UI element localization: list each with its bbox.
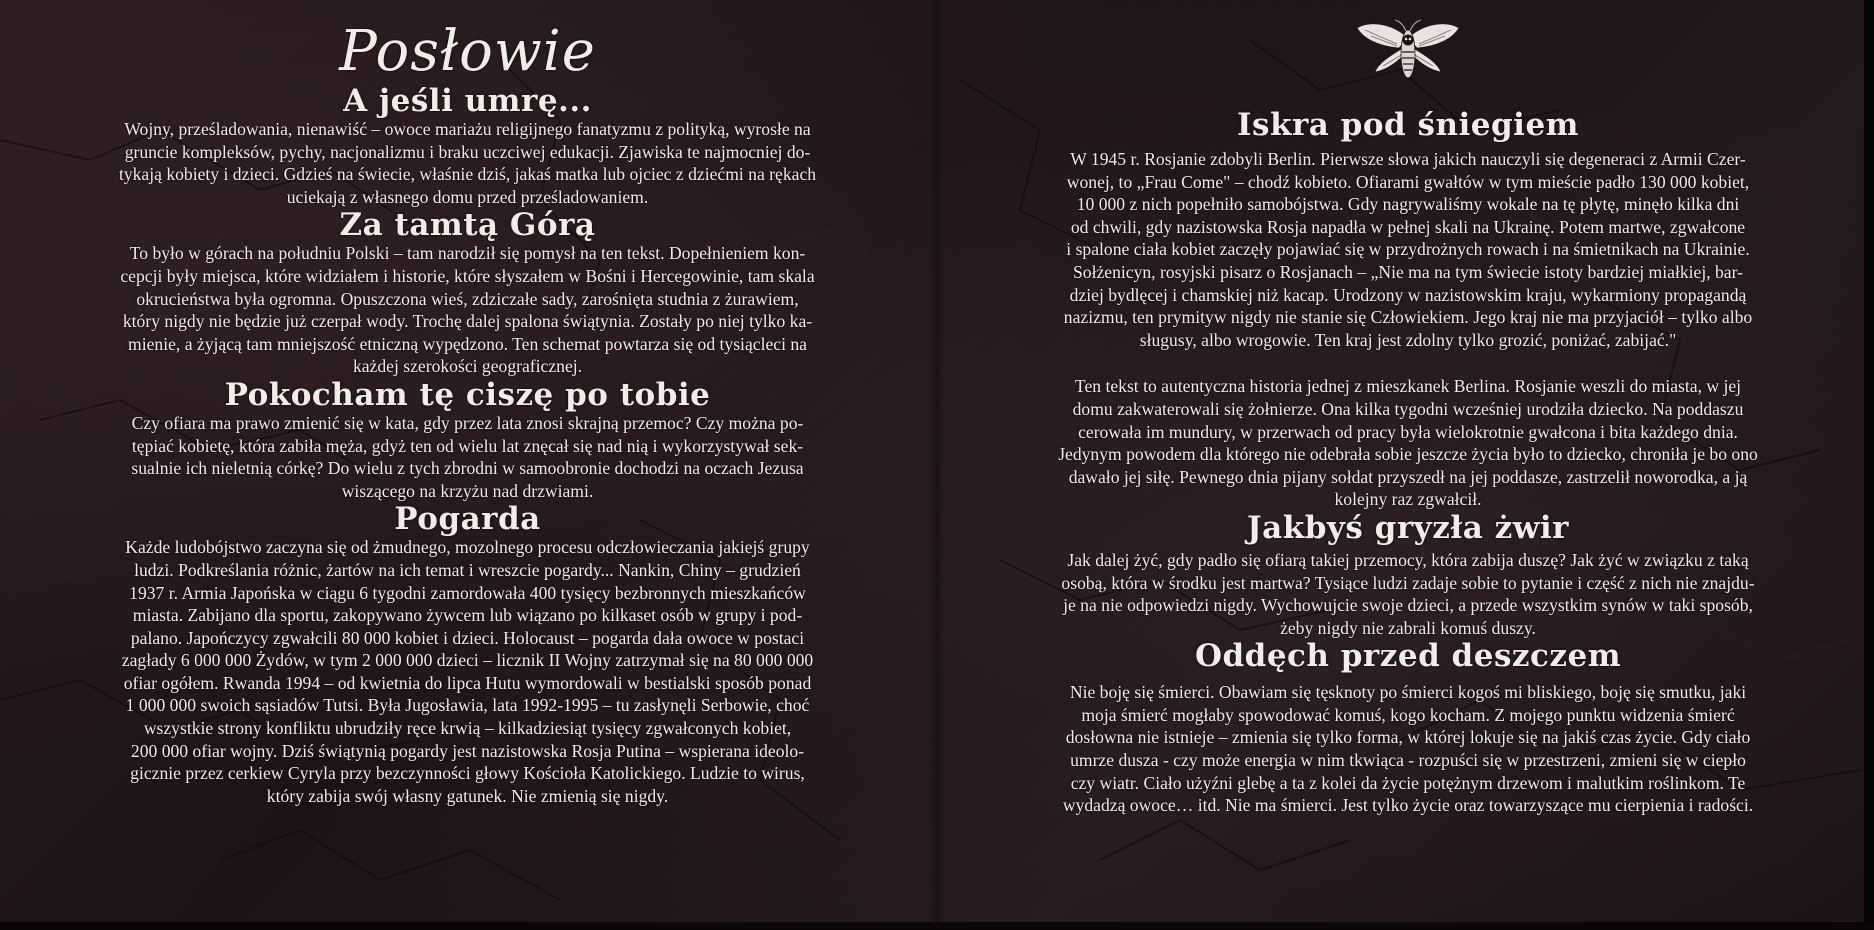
text-line: który nigdy nie będzie już czerpał wody. Trochę dalej spalona świątynia. Zostały po niej tylko ka- — [122, 311, 813, 332]
section-heading-jakbys-gryzla-zwir: Jakbyś gryzła żwir — [1247, 509, 1569, 546]
right-border — [1864, 0, 1874, 930]
text-line: gicznie przez cerkiew Cyryla przy bezczynności głowy Kościoła Katolickiego. Ludzie to wirus, — [130, 763, 805, 784]
section-text-iskra-pod-sniegiem — [968, 148, 1848, 511]
text-line: 1937 r. Armia Japońska w ciągu 6 tygodni zamordowała 400 tysięcy bezbronnych mieszkańców — [129, 582, 806, 603]
text-line: wszystkie strony konfliktu ubrudziły ręce krwią – kilkadziesiąt tysięcy zgwałconych kobiet, — [143, 718, 792, 739]
text-line: każdej szerokości geograficznej. — [352, 356, 583, 377]
section-heading-a-jesli-umre: A jeśli umrę... — [343, 83, 592, 119]
text-line: ofiar ogółem. Rwanda 1994 – od kwietnia do lipca Hutu wymordowali w bestialski sposób ponad — [123, 672, 812, 693]
text-line: 10 000 z nich popełniło samobójstwa. Gdy nagrywaliśmy wokale na tę płytę, minęło kilka dni — [1076, 194, 1740, 215]
text-line: okrucieństwa była ogromna. Opuszczona wieś, zdziczałe sady, zarośnięta studnia z żurawiem, — [136, 288, 799, 309]
section-text-a-jesli-umre — [30, 118, 905, 208]
text-line: nazizmu, ten prymityw nigdy nie stanie się Człowiekiem. Jego kraj nie ma przyjaciół – tylko albo — [1063, 307, 1753, 328]
text-line: dosłowna nie istnieje – zmienia się tylko forma, w której lokuje się na jakiś czas życie. Gdy ciało — [1065, 727, 1751, 748]
section-text-jakbys-gryzla-zwir — [968, 549, 1848, 639]
text-line: wiszącego na krzyżu nad drzwiami. — [341, 480, 594, 501]
section-heading-za-tamta-gora: Za tamtą Górą — [339, 207, 596, 244]
text-line: 200 000 ofiar wojny. Dziś świątynią pogardy jest nazistowska Rosja Putina – wspierana ideolo- — [130, 740, 805, 761]
section-heading-pokocham-te-cisze: Pokocham tę ciszę po tobie — [224, 376, 711, 413]
text-line: cerowała im mundury, w przerwach od pracy była wielokrotnie gwałcona i bita każdego dnia. — [1078, 421, 1738, 442]
text-line: zagłady 6 000 000 Żydów, w tym 2 000 000 dzieci – licznik II Wojny zatrzymał się na 80 000 000 — [121, 650, 814, 671]
section-text-pogarda — [30, 536, 905, 807]
death-head-moth-icon — [1353, 18, 1463, 88]
section-heading-pogarda: Pogarda — [394, 501, 541, 538]
text-line: miasta. Zabijano dla sportu, zakopywano żywcem lub wiązano po kilkaset osób w grupy i pod- — [132, 605, 803, 626]
paragraph-gap — [968, 351, 1848, 375]
right-column — [968, 0, 1848, 817]
text-line: sługusy, albo wrogowie. Ten kraj jest zdolny tylko grozić, poniżać, zabijać." — [1139, 329, 1677, 350]
section-text-za-tamta-gora — [30, 242, 905, 378]
section-heading-iskra-pod-sniegiem: Iskra pod śniegiem — [1237, 107, 1579, 143]
text-line: To było w górach na południu Polski – tam narodził się pomysł na ten tekst. Dopełnieniem kon- — [129, 243, 806, 264]
text-line: Każde ludobójstwo zaczyna się od żmudnego, mozolnego procesu odczłowieczania jakiejś grupy — [125, 537, 810, 558]
text-line: dziej bydlęcej i chamskiej niż kacap. Urodzony w nazistowskim kraju, wykarmiony propagandą — [1069, 284, 1747, 305]
text-line: umrze dusza - czy może energia w nim tkwiąca - rozpuści się w przestrzeni, zmieni się w ciepło — [1070, 750, 1746, 771]
text-line: czy wiatr. Ciało użyźni glebę a ta z kolei da życie potężnym drzewom i malutkim roślinkom. Te — [1070, 772, 1746, 793]
section-text-pokocham-te-cisze — [30, 412, 905, 502]
section-text-oddech-przed-deszczem — [968, 681, 1848, 817]
text-line: je na nie odpowiedzi nigdy. Wychowujcie swoje dzieci, a przede wszystkim synów w taki sposób, — [1063, 595, 1753, 616]
moth-illustration — [968, 18, 1848, 108]
text-line: wydadzą owoce… itd. Nie ma śmierci. Jest tylko życie oraz towarzyszące mu cierpienia i radości. — [1062, 795, 1754, 816]
text-line: Sołżenicyn, rosyjski pisarz o Rosjanach – „Nie ma na tym świecie istoty bardziej miałkiej, bar- — [1073, 261, 1743, 282]
page-title: Posłowie — [339, 19, 596, 84]
text-line: mienie, a żyjącą tam mniejszość etniczną wypędzono. Ten schemat powtarza się od tysiącleci na — [128, 333, 807, 354]
text-line: 1 000 000 swoich sąsiadów Tutsi. Była Jugosławia, lata 1992-1995 – tu zasłynęli Serbowie, choć — [125, 695, 810, 716]
bottom-border — [0, 922, 1874, 930]
text-line: cepcji były miejsca, które widziałem i historie, które słyszałem w Bośni i Hercegowinie, tam skala — [120, 265, 815, 286]
text-line: Jak dalej żyć, gdy padło się ofiarą takiej przemocy, która zabija duszę? Jak żyć w związku z taką — [1067, 549, 1749, 570]
text-line: Wojny, prześladowania, nienawiść – owoce mariażu religijnego fanatyzmu z polityką, wyrosłe na — [124, 119, 811, 139]
text-line: domu zakwaterowali się żołnierze. Ona kilka tygodni wcześniej urodziła dziecko. Na poddaszu — [1072, 398, 1744, 419]
text-line: Ten tekst to autentyczna historia jednej z mieszkanek Berlina. Rosjanie weszli do miasta, w jej — [1074, 376, 1742, 397]
text-line: dawało jej siłę. Pewnego dnia pijany sołdat przyszedł na jej poddasze, zastrzelił noworodka, a ją — [1068, 466, 1748, 487]
text-line: od chwili, gdy nazistowska Rosja napadła w pełnej skali na Ukrainę. Potem martwe, zgwałcone — [1070, 216, 1746, 237]
text-line: ludzi. Podkreślania różnic, żartów na ich temat i wreszcie pogardy... Nankin, Chiny – grudzień — [134, 559, 801, 580]
left-column — [30, 0, 905, 807]
text-line: palano. Japończycy zgwałcili 80 000 kobiet i dzieci. Holocaust – pogarda dała owoce w postaci — [130, 627, 805, 648]
text-line: Jedynym powodem dla którego nie odebrała sobie jeszcze życia było to dziecko, chroniła je bo ono — [1058, 444, 1758, 465]
text-line: uciekają z własnego domu przed prześladowaniem. — [286, 186, 649, 207]
text-line: W 1945 r. Rosjanie zdobyli Berlin. Pierwsze słowa jakich nauczyli się degeneraci z Armii Czer- — [1070, 149, 1746, 169]
text-line: wonej, to „Frau Come" – chodź kobieto. Ofiarami gwałtów w tym mieście padło 130 000 kobiet, — [1066, 171, 1750, 192]
text-line: Nie boję się śmierci. Obawiam się tęsknoty po śmierci kogoś mi bliskiego, boję się smutku, jaki — [1069, 682, 1747, 703]
text-line: żeby nigdy nie zabrali komuś duszy. — [1280, 617, 1536, 638]
text-line: moja śmierć mogłaby spowodować komuś, kogo kocham. Z mojego punktu widzenia śmierć — [1081, 704, 1735, 725]
text-line: kolejny raz zgwałcił. — [1334, 489, 1482, 510]
section-heading-oddech-przed-deszczem: Oddęch przed deszczem — [1194, 638, 1622, 675]
text-line: Czy ofiara ma prawo zmienić się w kata, gdy przez lata znosi skrajną przemoc? Czy można po- — [131, 412, 804, 433]
text-line: gruncie kompleksów, pychy, nacjonalizmu i braku uczciwej edukacji. Zjawiska te najmocniej do- — [124, 141, 811, 162]
text-line: sualnie ich nieletnią córkę? Do wielu z tych zbrodni w samoobronie dochodzi na oczach Jezusa — [131, 458, 804, 479]
text-line: i spalone ciała kobiet zaczęły pojawiać się w przydrożnych rowach i na śmietnikach na Ukrainie. — [1066, 239, 1750, 260]
page-fold — [930, 0, 944, 930]
text-line: tępiać kobietę, która zabiła męża, gdyż ten od wielu lat znęcał się nad nią i wykorzystywał sek- — [131, 435, 804, 456]
text-line: który zabija swój własny gatunek. Nie zmienią się nigdy. — [266, 785, 669, 806]
text-line: tykają kobiety i dzieci. Gdzieś na świecie, właśnie dziś, jakaś matka lub ojciec z dziećmi na rękach — [118, 164, 817, 185]
text-line: osobą, która w środku jest martwa? Tysiące ludzi zadaje sobie to pytanie i część z nich nie znajdu- — [1061, 572, 1755, 593]
